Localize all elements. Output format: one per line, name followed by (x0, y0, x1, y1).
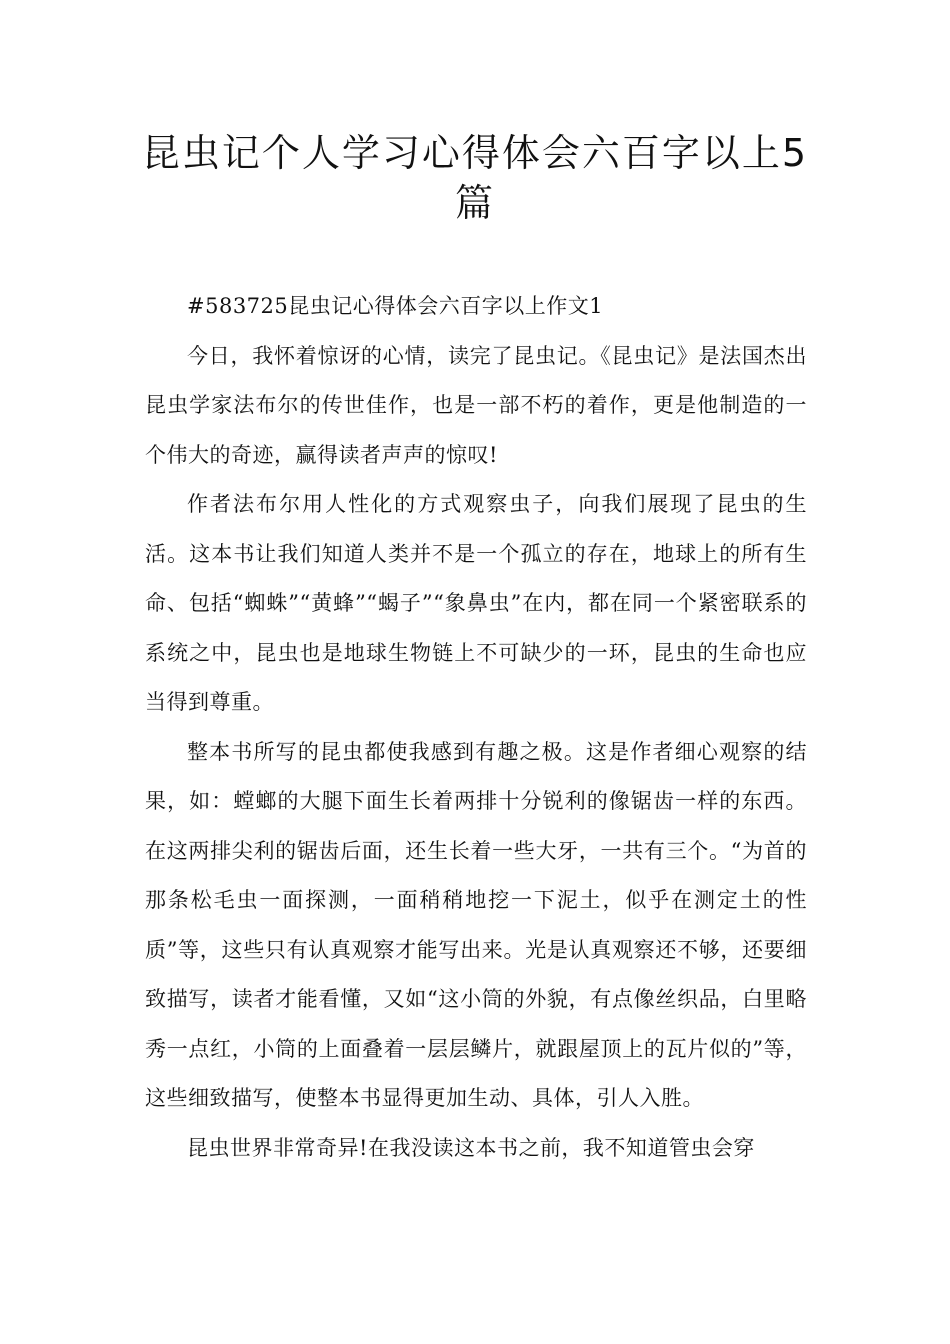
essay-subheading: #583725昆虫记心得体会六百字以上作文1 (187, 294, 604, 318)
paragraph-4: 昆虫世界非常奇异!在我没读这本书之前，我不知道管虫会穿 (187, 1135, 755, 1160)
document-title: 昆虫记个人学习心得体会六百字以上5篇 (141, 131, 809, 225)
paragraph-2: 作者法布尔用人性化的方式观察虫子，向我们展现了昆虫的生活。这本书让我们知道人类并不是一个孤立的存在，地球上的所有生命、包括“蜘蛛”“黄蜂”“蝎子”“象鼻虫”在内，都在同一个紧密联系的系统之中，昆虫也是地球生物链上不可缺少的一环，昆虫的生命也应当得到尊重。 (145, 492, 807, 714)
paragraph-3: 整本书所写的昆虫都使我感到有趣之极。这是作者细心观察的结果，如：螳螂的大腿下面生长着两排十分锐利的像锯齿一样的东西。在这两排尖利的锯齿后面，还生长着一些大牙，一共有三个。“为首的那条松毛虫一面探测，一面稍稍地挖一下泥土，似乎在测定土的性质”等，这些只有认真观察才能写出来。光是认真观察还不够，还要细致描写，读者才能看懂，又如“这小筒的外貌，有点像丝织品，白里略秀一点红，小筒的上面叠着一层层鳞片，就跟屋顶上的瓦片似的”等，这些细致描写，使整本书显得更加生动、具体，引人入胜。 (145, 739, 807, 1110)
paragraph-1: 今日，我怀着惊讶的心情，读完了昆虫记。《昆虫记》是法国杰出昆虫学家法布尔的传世佳作，也是一部不朽的着作，更是他制造的一个伟大的奇迹，赢得读者声声的惊叹! (145, 343, 807, 467)
document-body (145, 282, 807, 1173)
